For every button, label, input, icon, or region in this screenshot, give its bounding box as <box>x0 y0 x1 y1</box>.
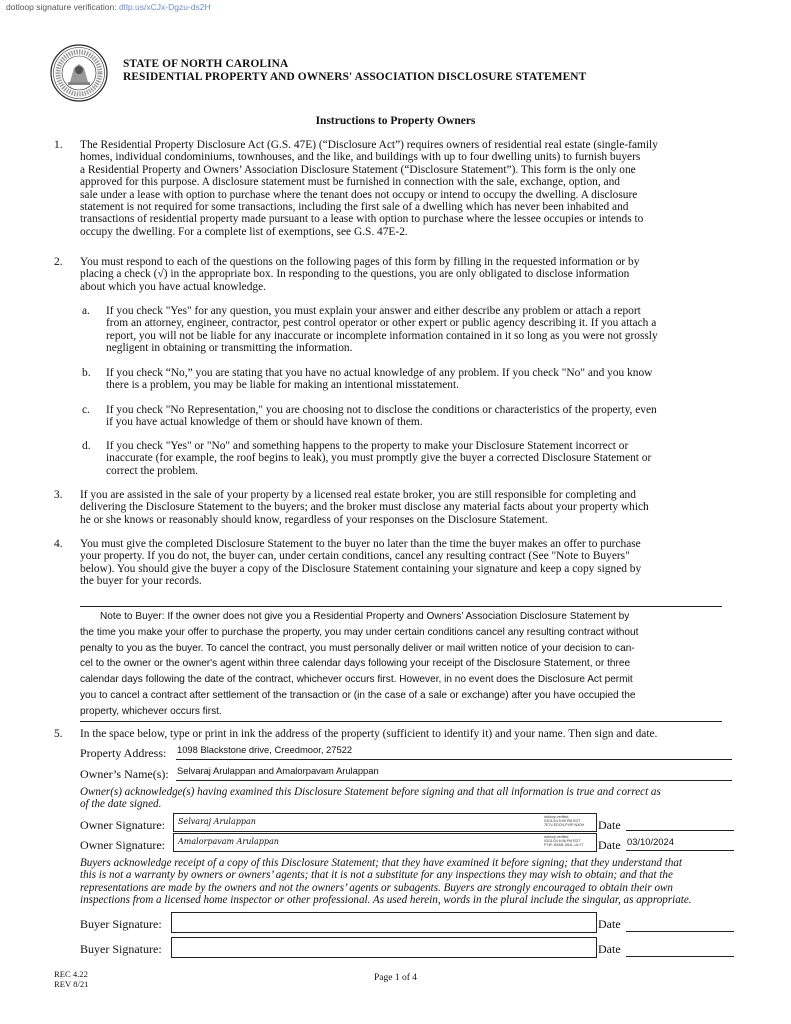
text-line: if you have actual knowledge of them or should have known of them. <box>106 416 423 429</box>
item-number: 3. <box>54 489 63 501</box>
item-number: 1. <box>54 139 63 151</box>
dotloop-verification <box>6 2 211 12</box>
text-line: of the date signed. <box>80 798 162 811</box>
text-line: statement is not required for some transactions, including the first sale of a dwelling which has never been inhabited and <box>80 201 629 214</box>
subitem-a-text <box>106 305 742 355</box>
text-line: there is a problem, you may be liable for making an intentional misstatement. <box>106 379 460 392</box>
text-line: delivering the Disclosure Statement to the buyers; and the broker must disclose any material facts about your property which <box>80 501 649 514</box>
text-line: If you check “No,” you are stating that you have no actual knowledge of any problem. If you check "No" and you know <box>106 367 653 379</box>
header-title-line1: STATE OF NORTH CAROLINA <box>123 58 289 70</box>
text-line: representations are made by the owners and not the owners’ agents or subagents. Buyers are strongly encouraged to obtain their own <box>80 881 673 894</box>
subitem-letter: a. <box>82 305 90 317</box>
text-line: Owner(s) acknowledge(s) having examined this Disclosure Statement before signing and that all information is true and correct as <box>80 786 661 798</box>
subitem-letter: c. <box>82 404 90 416</box>
text-line: If you check "Yes" or "No" and something happens to the property to make your Disclosure Statement incorrect or <box>106 440 629 452</box>
text-line: The Residential Property Disclosure Act (G.S. 47E) (“Disclosure Act”) requires owners of residential real estate (single-family <box>80 139 658 151</box>
buyer-signature-label: Buyer Signature: <box>80 942 162 956</box>
text-line: If you check "Yes" for any question, you must explain your answer and either describe any problem or attach a report <box>106 305 641 317</box>
item-number: 4. <box>54 538 63 550</box>
text-line: negligent in obtaining or transmitting the information. <box>106 342 353 355</box>
page-number: Page 1 of 4 <box>373 973 417 983</box>
date-label: Date <box>598 818 621 832</box>
note-line: Note to Buyer: If the owner does not give you a Residential Property and Owners’ Association Disclosure Statement by <box>100 611 630 622</box>
text-line: approved for this purpose. A disclosure statement must be furnished in connection with the sale, exchange, option, and <box>80 176 620 189</box>
form-code: REC 4.22 <box>54 969 88 979</box>
note-line: cel to the owner or the owner's agent within three calendar days following your receipt of the Disclosure Statement, or three <box>80 658 631 670</box>
buyer-acknowledgment <box>80 857 740 907</box>
text-line: your property. If you do not, the buyer can, under certain conditions, cancel any resulting contract (See "Note to Buyers" <box>80 550 630 563</box>
buyer-signature-label: Buyer Signature: <box>80 917 162 931</box>
text-line: If you check "No Representation," you are choosing not to disclose the conditions or characteristics of the property, even <box>106 404 657 416</box>
text-line: homes, individual condominiums, townhouses, and the like, and buildings with up to four dwelling units) to furnish buyers <box>80 151 641 164</box>
stamp-line: dotloop verified <box>544 835 569 839</box>
text-line: a Residential Property and Owners’ Association Disclosure Statement (“Disclosure Statement”). This form is the only one <box>80 163 636 176</box>
stamp-line: dotloop verified <box>544 815 569 819</box>
owners-name-field[interactable] <box>176 765 732 781</box>
owners-name-label: Owner’s Name(s): <box>80 767 169 781</box>
owner-signature-field-1[interactable] <box>173 813 597 832</box>
owner-signature-1: Selvaraj Arulappan <box>178 817 256 826</box>
text-line: below). You should give the buyer a copy of the Disclosure Statement containing your signature and keep a copy signed by <box>80 562 642 575</box>
text-line: correct the problem. <box>106 464 199 477</box>
text-line: Buyers acknowledge receipt of a copy of this Disclosure Statement; that they have examined it before signing; that they understand that <box>80 857 683 869</box>
subitem-c-text <box>106 404 742 429</box>
owner-signature-label: Owner Signature: <box>80 818 165 832</box>
owner-signature-field-2[interactable] <box>173 833 597 852</box>
owner-date-field-1[interactable] <box>626 815 734 831</box>
item-number: 2. <box>54 256 63 268</box>
text-line: report, you will not be liable for any inaccurate or incomplete information contained in it so long as you were not grossly <box>106 329 658 342</box>
property-address-field[interactable] <box>176 744 732 760</box>
stamp-line: P74F-H5AR-G61L-ULYT <box>544 843 584 848</box>
text-line: this is not a warranty by owners or owners’ agents; that it is not a substitute for any inspections they may wish to obtain; and that the <box>80 869 673 882</box>
text-line: he or she knows or reasonably should know, regardless of your responses on the Disclosure Statement. <box>80 513 548 526</box>
subitem-letter: d. <box>82 440 91 452</box>
owner-signature-2: Amalorpavam Arulappan <box>178 837 279 846</box>
note-line: you to cancel a contract after settlement of the transaction or (in the case of a sale or exchange) after you have occupied the <box>80 689 636 701</box>
text-line: You must respond to each of the questions on the following pages of this form by filling in the requested information or by <box>80 256 640 268</box>
note-line: penalty to you as the buyer. To cancel the contract, you must personally deliver or mail written notice of your decision to can- <box>80 642 635 654</box>
buyer-date-field-2[interactable] <box>626 942 734 957</box>
text-line: transactions of residential property made pursuant to a lease with option to purchase where the lessee occupies or intends to <box>80 213 644 226</box>
text-line: inspections from a licensed home inspector or other professional. As used herein, words in the plural include the singular, as appropriate. <box>80 894 692 907</box>
owner-date-2-value: 03/10/2024 <box>627 836 674 847</box>
date-label: Date <box>598 838 621 852</box>
text-line: placing a check (√) in the appropriate box. In responding to the questions, you are only obligated to disclose information <box>80 268 630 281</box>
text-line: inaccurate (for example, the roof begins to leak), you must promptly give the buyer a corrected Disclosure Statement or <box>106 452 652 465</box>
owner-signature-label: Owner Signature: <box>80 838 165 852</box>
date-label: Date <box>598 942 621 956</box>
owner-date-field-2[interactable] <box>626 835 734 851</box>
form-revision: REV 8/21 <box>54 978 89 989</box>
stamp-line: 03/11/24 6:06 PM EDT <box>544 839 581 844</box>
instructions-title: Instructions to Property Owners <box>315 115 476 127</box>
note-line: the time you make your offer to purchase the property, you may under certain conditions cancel any resulting contract without <box>80 626 639 638</box>
text-line: occupy the dwelling. For a complete list of exemptions, see G.S. 47E-2. <box>80 225 408 238</box>
dotloop-stamp-1 <box>544 815 584 828</box>
note-line: property, whichever occurs first. <box>80 705 222 717</box>
buyer-signature-field-2[interactable] <box>171 937 597 958</box>
verification-label: dotloop signature verification: <box>6 2 117 12</box>
text-line: You must give the completed Disclosure Statement to the buyer no later than the time the buyer makes an offer to purchase <box>80 538 641 550</box>
note-line: calendar days following the date of the contract, whichever occurs first. However, in no event does the Disclosure Act permit <box>80 674 633 686</box>
subitem-letter: b. <box>82 367 91 379</box>
state-seal-icon <box>50 44 108 102</box>
date-label: Date <box>598 917 621 931</box>
text-line: If you are assisted in the sale of your property by a licensed real estate broker, you are still responsible for completing and <box>80 489 636 501</box>
verification-link[interactable]: dtlp.us/xCJx-Dgzu-ds2H <box>118 2 211 12</box>
text-line: the buyer for your records. <box>80 575 202 588</box>
stamp-line: 03/11/24 5:55 PM EDT <box>544 819 581 824</box>
item-2-text <box>80 256 740 293</box>
stamp-line: 7E7V-EDCN-PVIP-NX0H <box>544 823 585 828</box>
owners-name-value: Selvaraj Arulappan and Amalorpavam Arulappan <box>177 765 379 776</box>
item-1-text <box>80 139 740 238</box>
item-4-text <box>80 538 740 588</box>
buyer-signature-field-1[interactable] <box>171 912 597 933</box>
header-title-line2: RESIDENTIAL PROPERTY AND OWNERS' ASSOCIATION DISCLOSURE STATEMENT <box>123 71 587 83</box>
property-address-value: 1098 Blackstone drive, Creedmoor, 27522 <box>177 744 353 755</box>
owner-acknowledgment <box>80 786 740 811</box>
dotloop-stamp-2 <box>544 835 583 848</box>
text-line: about which you have actual knowledge. <box>80 280 266 293</box>
note-to-buyer <box>80 606 722 722</box>
text-line: from an attorney, engineer, contractor, pest control operator or other expert or public agency describing it. If you attach a <box>106 317 657 330</box>
item-number: 5. <box>54 728 63 740</box>
buyer-date-field-1[interactable] <box>626 917 734 932</box>
subitem-b-text <box>106 367 742 392</box>
property-address-label: Property Address: <box>80 746 167 760</box>
text-line: sale under a lease with option to purchase where the tenant does not occupy or intend to occupy the dwelling. A disclosure <box>80 188 638 201</box>
item-3-text <box>80 489 740 526</box>
subitem-d-text <box>106 440 742 477</box>
section5-intro: In the space below, type or print in ink the address of the property (sufficient to identify it) and your name. Then sign and date. <box>80 728 658 740</box>
